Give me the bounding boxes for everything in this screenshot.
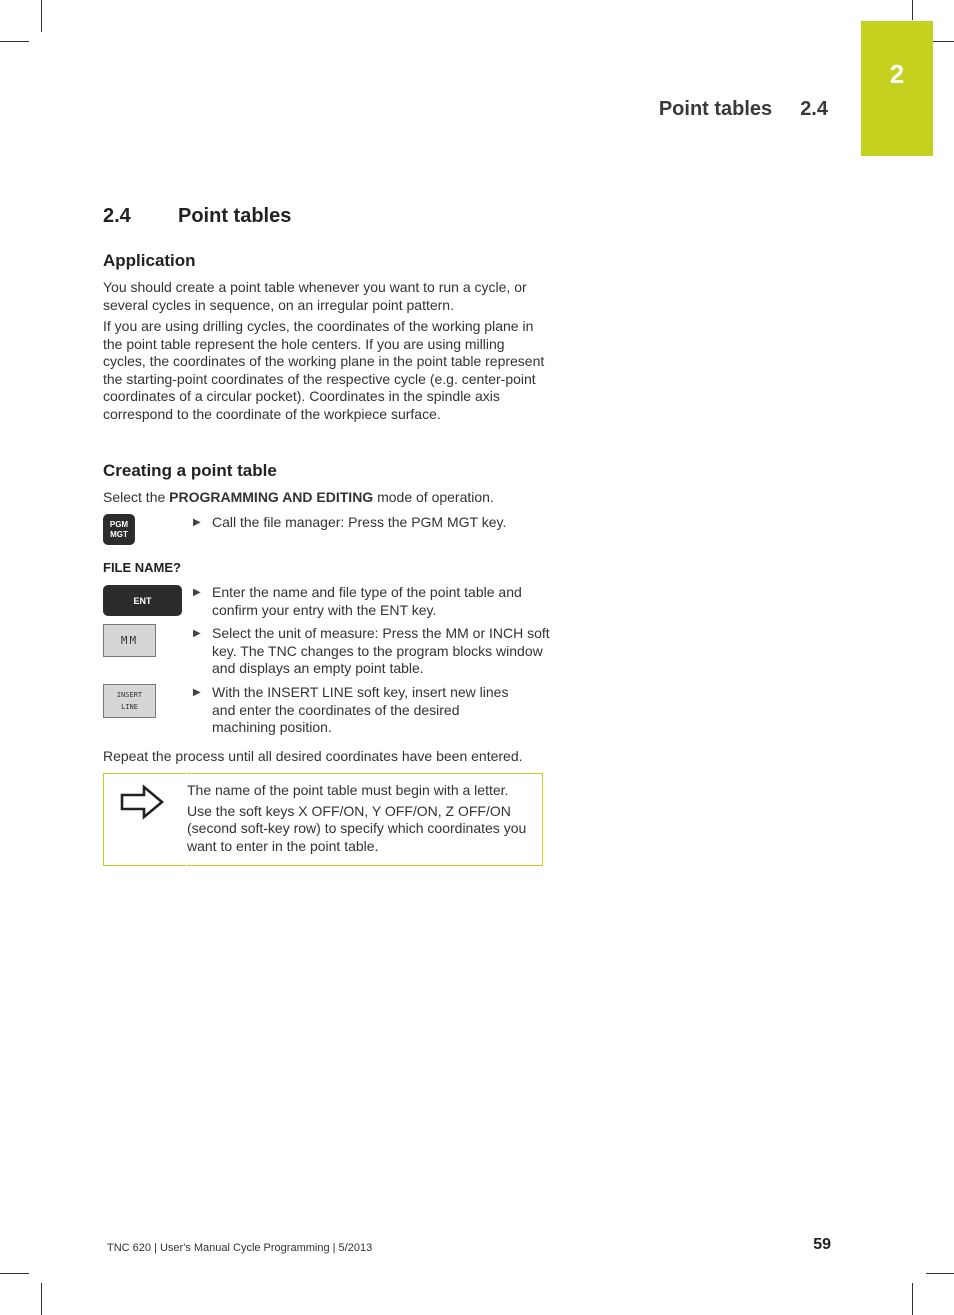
- note-line-2: Use the soft keys X OFF/ON, Y OFF/ON, Z OFF/ON (second soft-key row) to specify which coordinates you want to enter in the point table.: [187, 802, 527, 854]
- section-title: [103, 205, 291, 228]
- crop-mark: [926, 1273, 954, 1274]
- note-line-1: The name of the point table must begin with a letter.: [187, 782, 509, 798]
- running-head-number: 2.4: [800, 98, 828, 120]
- step-text: Select the unit of measure: Press the MM or INCH soft key. The TNC changes to the program blocks window and displays an empty point table.: [212, 625, 550, 677]
- mm-softkey-label: MM: [120, 634, 139, 647]
- note-box: [103, 773, 543, 866]
- insert-line-softkey[interactable]: [103, 684, 156, 718]
- intro-before: Select the: [103, 489, 170, 505]
- chapter-number: 2: [889, 59, 905, 89]
- chapter-tab: [861, 21, 933, 156]
- step-text: Call the file manager: Press the PGM MGT key.: [212, 514, 507, 530]
- pgm-key-line2: MGT: [110, 529, 128, 539]
- crop-mark: [0, 1273, 29, 1274]
- ent-key-label: ENT: [133, 595, 152, 606]
- insert-softkey-line1: INSERT: [116, 691, 143, 699]
- pgm-mgt-key[interactable]: [103, 514, 135, 545]
- intro-after: mode of operation.: [373, 489, 494, 505]
- note-text: [187, 782, 539, 858]
- creating-intro: [103, 489, 548, 507]
- insert-softkey-line2: LINE: [121, 703, 138, 711]
- creating-heading: Creating a point table: [103, 461, 277, 480]
- crop-mark: [912, 1283, 913, 1315]
- crop-mark: [912, 0, 913, 20]
- crop-mark: [41, 1283, 42, 1315]
- triangle-right-icon: ▶: [193, 517, 201, 528]
- step-text: With the INSERT LINE soft key, insert new lines and enter the coordinates of the desired machining position.: [212, 684, 509, 736]
- triangle-right-icon: ▶: [193, 628, 201, 639]
- running-head: [659, 98, 828, 121]
- application-paragraph-2: If you are using drilling cycles, the coordinates of the working plane in the point table represent the hole centers. If you are using milling cycles, the coordinates of the working plane in the point table represent the starting-point coordinates of the respective cycle (e.g. center-point coordinates of a circular pocket). Coordinates in the spindle axis correspond to the coordinate of the workpiece surface.: [103, 318, 545, 422]
- pgm-key-line1: PGM: [109, 519, 129, 529]
- application-heading: Application: [103, 251, 196, 270]
- arrow-right-outline-icon: [120, 784, 166, 820]
- section-title-text: Point tables: [178, 205, 292, 227]
- crop-mark: [41, 0, 42, 32]
- footer-text: TNC 620 | User's Manual Cycle Programming | 5/2013: [107, 1242, 373, 1254]
- mode-name: PROGRAMMING AND EDITING: [169, 489, 374, 505]
- mm-softkey[interactable]: [103, 624, 156, 657]
- triangle-right-icon: ▶: [193, 587, 201, 598]
- running-head-title: Point tables: [658, 98, 773, 120]
- step-text: Enter the name and file type of the point table and confirm your entry with the ENT key.: [212, 584, 522, 618]
- repeat-instruction: Repeat the process until all desired coordinates have been entered.: [103, 748, 523, 764]
- triangle-right-icon: ▶: [193, 687, 201, 698]
- page-number: 59: [813, 1236, 831, 1253]
- crop-mark: [0, 41, 29, 42]
- file-name-prompt: FILE NAME?: [103, 560, 181, 575]
- application-paragraph-1: You should create a point table whenever you want to run a cycle, or several cycles in sequence, on an irregular point pattern.: [103, 279, 527, 313]
- ent-key[interactable]: [103, 585, 182, 616]
- section-number: 2.4: [103, 205, 131, 227]
